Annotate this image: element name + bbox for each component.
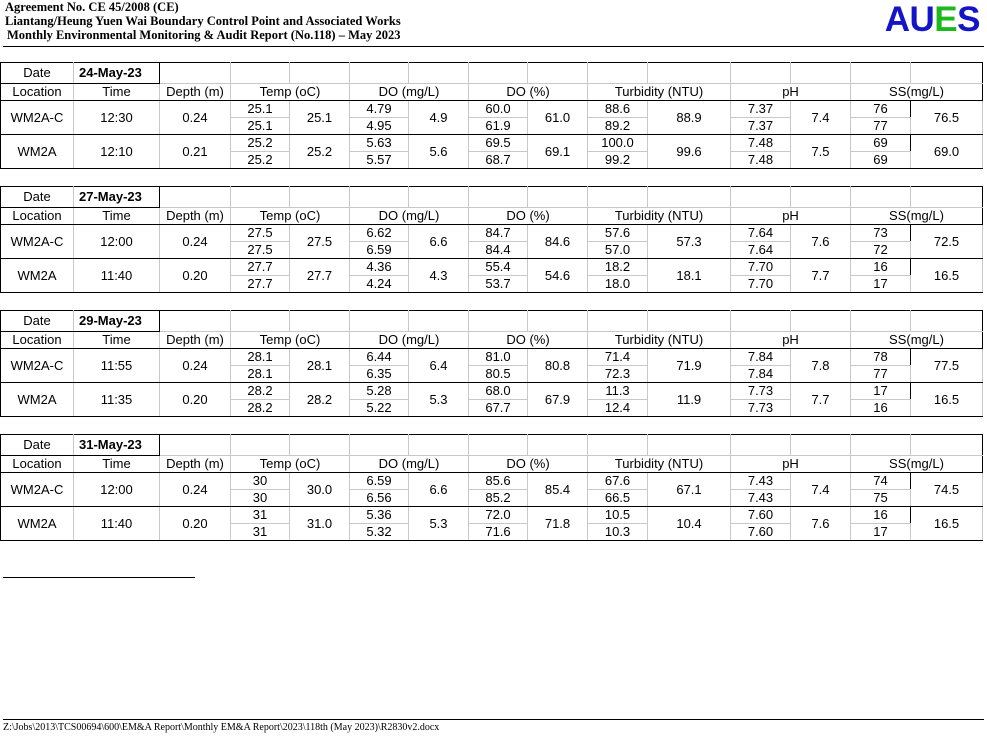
do-pct-average: 67.9 <box>528 383 588 417</box>
turbidity-reading: 66.5 <box>588 490 648 507</box>
temp-reading: 30 <box>231 490 290 507</box>
station-location: WM2A-C <box>1 101 74 135</box>
temp-reading: 27.5 <box>231 242 290 259</box>
time-header: Time <box>74 332 160 349</box>
ss-average: 16.5 <box>911 383 983 417</box>
do-average: 5.3 <box>409 383 469 417</box>
do-average: 4.9 <box>409 101 469 135</box>
date-label: Date <box>1 63 74 84</box>
turbidity-header: Turbidity (NTU) <box>588 456 731 473</box>
footer-divider <box>3 719 984 720</box>
ss-reading: 74 <box>851 473 911 490</box>
time-header: Time <box>74 456 160 473</box>
temp-reading: 25.1 <box>231 118 290 135</box>
turbidity-reading: 88.6 <box>588 101 648 118</box>
turbidity-reading: 10.3 <box>588 524 648 541</box>
do-pct-reading: 72.0 <box>469 507 528 524</box>
turbidity-average: 71.9 <box>648 349 731 383</box>
temp-header: Temp (oC) <box>231 332 350 349</box>
sample-depth: 0.20 <box>160 259 231 293</box>
do-average: 5.3 <box>409 507 469 541</box>
sample-time: 11:40 <box>74 507 160 541</box>
agreement-number: Agreement No. CE 45/2008 (CE) <box>5 0 179 14</box>
turbidity-average: 11.9 <box>648 383 731 417</box>
do-pct-average: 61.0 <box>528 101 588 135</box>
do-pct-reading: 53.7 <box>469 276 528 293</box>
do-reading: 4.95 <box>350 118 409 135</box>
temp-reading: 30 <box>231 473 290 490</box>
ss-reading: 69 <box>851 152 911 169</box>
date-value: 29-May-23 <box>74 311 160 332</box>
temp-average: 25.1 <box>290 101 350 135</box>
ph-reading: 7.64 <box>731 225 791 242</box>
location-header: Location <box>1 456 74 473</box>
ph-average: 7.6 <box>791 225 851 259</box>
temp-reading: 28.2 <box>231 383 290 400</box>
temp-header: Temp (oC) <box>231 208 350 225</box>
sample-time: 11:35 <box>74 383 160 417</box>
ss-reading: 16 <box>851 400 911 417</box>
ss-reading: 16 <box>851 507 911 524</box>
do-pct-reading: 67.7 <box>469 400 528 417</box>
temp-reading: 25.2 <box>231 135 290 152</box>
monitoring-table <box>0 434 983 541</box>
report-title: Monthly Environmental Monitoring & Audit Report (No.118) – May 2023 <box>7 28 401 42</box>
table-row <box>1 135 983 152</box>
turbidity-reading: 72.3 <box>588 366 648 383</box>
turbidity-reading: 100.0 <box>588 135 648 152</box>
turbidity-header: Turbidity (NTU) <box>588 84 731 101</box>
ph-reading: 7.70 <box>731 276 791 293</box>
location-header: Location <box>1 84 74 101</box>
ss-reading: 75 <box>851 490 911 507</box>
sample-depth: 0.21 <box>160 135 231 169</box>
ph-average: 7.7 <box>791 383 851 417</box>
depth-header: Depth (m) <box>160 456 231 473</box>
footnote-separator <box>3 577 195 578</box>
do-average: 6.4 <box>409 349 469 383</box>
ss-header: SS(mg/L) <box>851 208 983 225</box>
time-header: Time <box>74 84 160 101</box>
turbidity-header: Turbidity (NTU) <box>588 208 731 225</box>
sample-depth: 0.20 <box>160 507 231 541</box>
do-average: 6.6 <box>409 473 469 507</box>
ph-average: 7.5 <box>791 135 851 169</box>
do-reading: 5.32 <box>350 524 409 541</box>
monitoring-table <box>0 186 983 293</box>
table-row <box>1 349 983 366</box>
table-row <box>1 507 983 524</box>
station-location: WM2A-C <box>1 225 74 259</box>
ph-reading: 7.70 <box>731 259 791 276</box>
do-reading: 5.36 <box>350 507 409 524</box>
aues-logo: AUES <box>884 0 980 39</box>
ph-reading: 7.84 <box>731 349 791 366</box>
do-reading: 6.59 <box>350 473 409 490</box>
ph-reading: 7.60 <box>731 507 791 524</box>
sample-time: 12:30 <box>74 101 160 135</box>
do-average: 5.6 <box>409 135 469 169</box>
monitoring-table <box>0 62 983 169</box>
do-reading: 4.24 <box>350 276 409 293</box>
turbidity-average: 99.6 <box>648 135 731 169</box>
temp-reading: 27.7 <box>231 276 290 293</box>
do-pct-reading: 55.4 <box>469 259 528 276</box>
ph-reading: 7.60 <box>731 524 791 541</box>
date-value: 27-May-23 <box>74 187 160 208</box>
do-pct-reading: 85.6 <box>469 473 528 490</box>
table-row <box>1 473 983 490</box>
do-reading: 6.62 <box>350 225 409 242</box>
ss-reading: 16 <box>851 259 911 276</box>
depth-header: Depth (m) <box>160 84 231 101</box>
date-label: Date <box>1 435 74 456</box>
sample-time: 11:55 <box>74 349 160 383</box>
do-pct-average: 85.4 <box>528 473 588 507</box>
location-header: Location <box>1 208 74 225</box>
table-row <box>1 225 983 242</box>
temp-reading: 27.7 <box>231 259 290 276</box>
project-title: Liantang/Heung Yuen Wai Boundary Control Point and Associated Works <box>5 14 401 28</box>
sample-depth: 0.24 <box>160 225 231 259</box>
station-location: WM2A <box>1 507 74 541</box>
ss-average: 16.5 <box>911 259 983 293</box>
do-pct-reading: 68.7 <box>469 152 528 169</box>
ph-header: pH <box>731 208 851 225</box>
ss-reading: 17 <box>851 276 911 293</box>
ss-average: 69.0 <box>911 135 983 169</box>
do-reading: 5.28 <box>350 383 409 400</box>
table-row <box>1 383 983 400</box>
temp-header: Temp (oC) <box>231 84 350 101</box>
ss-reading: 77 <box>851 118 911 135</box>
temp-reading: 28.1 <box>231 366 290 383</box>
turbidity-average: 18.1 <box>648 259 731 293</box>
turbidity-average: 10.4 <box>648 507 731 541</box>
turbidity-reading: 10.5 <box>588 507 648 524</box>
sample-time: 12:00 <box>74 473 160 507</box>
temp-reading: 31 <box>231 507 290 524</box>
ph-header: pH <box>731 456 851 473</box>
header-divider <box>3 46 984 47</box>
table-row <box>1 259 983 276</box>
sample-depth: 0.24 <box>160 101 231 135</box>
turbidity-reading: 89.2 <box>588 118 648 135</box>
report-header <box>5 0 401 42</box>
depth-header: Depth (m) <box>160 208 231 225</box>
temp-reading: 27.5 <box>231 225 290 242</box>
ss-reading: 17 <box>851 383 911 400</box>
ph-reading: 7.73 <box>731 400 791 417</box>
do-reading: 4.79 <box>350 101 409 118</box>
ph-average: 7.4 <box>791 473 851 507</box>
sample-time: 12:10 <box>74 135 160 169</box>
temp-average: 30.0 <box>290 473 350 507</box>
file-path: Z:\Jobs\2013\TCS00694\600\EM&A Report\Monthly EM&A Report\2023\118th (May 2023)\R2830v2.docx <box>3 722 440 733</box>
ph-reading: 7.48 <box>731 135 791 152</box>
ss-reading: 69 <box>851 135 911 152</box>
station-location: WM2A-C <box>1 473 74 507</box>
turbidity-header: Turbidity (NTU) <box>588 332 731 349</box>
do-reading: 5.57 <box>350 152 409 169</box>
do-pct-average: 69.1 <box>528 135 588 169</box>
ph-average: 7.7 <box>791 259 851 293</box>
temp-reading: 25.2 <box>231 152 290 169</box>
turbidity-reading: 18.0 <box>588 276 648 293</box>
ss-average: 72.5 <box>911 225 983 259</box>
turbidity-reading: 67.6 <box>588 473 648 490</box>
do-pct-average: 71.8 <box>528 507 588 541</box>
ph-reading: 7.64 <box>731 242 791 259</box>
do-pct-reading: 68.0 <box>469 383 528 400</box>
sample-depth: 0.24 <box>160 473 231 507</box>
ss-reading: 78 <box>851 349 911 366</box>
time-header: Time <box>74 208 160 225</box>
turbidity-reading: 57.0 <box>588 242 648 259</box>
do-pct-reading: 71.6 <box>469 524 528 541</box>
turbidity-reading: 99.2 <box>588 152 648 169</box>
station-location: WM2A-C <box>1 349 74 383</box>
ph-header: pH <box>731 332 851 349</box>
depth-header: Depth (m) <box>160 332 231 349</box>
turbidity-reading: 57.6 <box>588 225 648 242</box>
location-header: Location <box>1 332 74 349</box>
ss-reading: 73 <box>851 225 911 242</box>
do-pct-reading: 84.7 <box>469 225 528 242</box>
do-pct-average: 54.6 <box>528 259 588 293</box>
temp-header: Temp (oC) <box>231 456 350 473</box>
date-value: 24-May-23 <box>74 63 160 84</box>
do-mgl-header: DO (mg/L) <box>350 332 469 349</box>
sample-depth: 0.20 <box>160 383 231 417</box>
date-label: Date <box>1 187 74 208</box>
ph-reading: 7.84 <box>731 366 791 383</box>
ph-reading: 7.43 <box>731 473 791 490</box>
temp-average: 31.0 <box>290 507 350 541</box>
do-pct-reading: 81.0 <box>469 349 528 366</box>
ph-average: 7.6 <box>791 507 851 541</box>
temp-reading: 25.1 <box>231 101 290 118</box>
temp-average: 28.2 <box>290 383 350 417</box>
ss-average: 74.5 <box>911 473 983 507</box>
temp-average: 25.2 <box>290 135 350 169</box>
do-mgl-header: DO (mg/L) <box>350 456 469 473</box>
ph-header: pH <box>731 84 851 101</box>
turbidity-reading: 71.4 <box>588 349 648 366</box>
do-pct-reading: 69.5 <box>469 135 528 152</box>
temp-reading: 28.1 <box>231 349 290 366</box>
ph-reading: 7.37 <box>731 118 791 135</box>
ph-reading: 7.43 <box>731 490 791 507</box>
do-pct-reading: 61.9 <box>469 118 528 135</box>
ss-average: 76.5 <box>911 101 983 135</box>
temp-average: 27.5 <box>290 225 350 259</box>
ss-average: 77.5 <box>911 349 983 383</box>
ss-reading: 17 <box>851 524 911 541</box>
turbidity-reading: 12.4 <box>588 400 648 417</box>
ss-reading: 77 <box>851 366 911 383</box>
ss-reading: 72 <box>851 242 911 259</box>
ph-average: 7.8 <box>791 349 851 383</box>
ss-header: SS(mg/L) <box>851 456 983 473</box>
station-location: WM2A <box>1 135 74 169</box>
turbidity-average: 57.3 <box>648 225 731 259</box>
do-pct-reading: 84.4 <box>469 242 528 259</box>
do-reading: 4.36 <box>350 259 409 276</box>
temp-reading: 28.2 <box>231 400 290 417</box>
do-reading: 5.63 <box>350 135 409 152</box>
do-pct-reading: 80.5 <box>469 366 528 383</box>
station-location: WM2A <box>1 259 74 293</box>
do-reading: 5.22 <box>350 400 409 417</box>
sample-depth: 0.24 <box>160 349 231 383</box>
monitoring-table <box>0 310 983 417</box>
turbidity-reading: 11.3 <box>588 383 648 400</box>
do-reading: 6.44 <box>350 349 409 366</box>
do-mgl-header: DO (mg/L) <box>350 208 469 225</box>
do-average: 6.6 <box>409 225 469 259</box>
ss-header: SS(mg/L) <box>851 332 983 349</box>
station-location: WM2A <box>1 383 74 417</box>
do-average: 4.3 <box>409 259 469 293</box>
do-pct-reading: 85.2 <box>469 490 528 507</box>
do-reading: 6.35 <box>350 366 409 383</box>
do-pct-header: DO (%) <box>469 208 588 225</box>
ph-reading: 7.48 <box>731 152 791 169</box>
temp-average: 28.1 <box>290 349 350 383</box>
date-label: Date <box>1 311 74 332</box>
ph-reading: 7.37 <box>731 101 791 118</box>
turbidity-reading: 18.2 <box>588 259 648 276</box>
do-pct-average: 84.6 <box>528 225 588 259</box>
do-reading: 6.59 <box>350 242 409 259</box>
temp-average: 27.7 <box>290 259 350 293</box>
ph-average: 7.4 <box>791 101 851 135</box>
ss-header: SS(mg/L) <box>851 84 983 101</box>
do-pct-header: DO (%) <box>469 84 588 101</box>
do-pct-reading: 60.0 <box>469 101 528 118</box>
ph-reading: 7.73 <box>731 383 791 400</box>
do-pct-header: DO (%) <box>469 332 588 349</box>
temp-reading: 31 <box>231 524 290 541</box>
date-value: 31-May-23 <box>74 435 160 456</box>
do-pct-average: 80.8 <box>528 349 588 383</box>
table-row <box>1 101 983 118</box>
do-pct-header: DO (%) <box>469 456 588 473</box>
do-mgl-header: DO (mg/L) <box>350 84 469 101</box>
do-reading: 6.56 <box>350 490 409 507</box>
ss-reading: 76 <box>851 101 911 118</box>
ss-average: 16.5 <box>911 507 983 541</box>
sample-time: 12:00 <box>74 225 160 259</box>
turbidity-average: 88.9 <box>648 101 731 135</box>
sample-time: 11:40 <box>74 259 160 293</box>
turbidity-average: 67.1 <box>648 473 731 507</box>
